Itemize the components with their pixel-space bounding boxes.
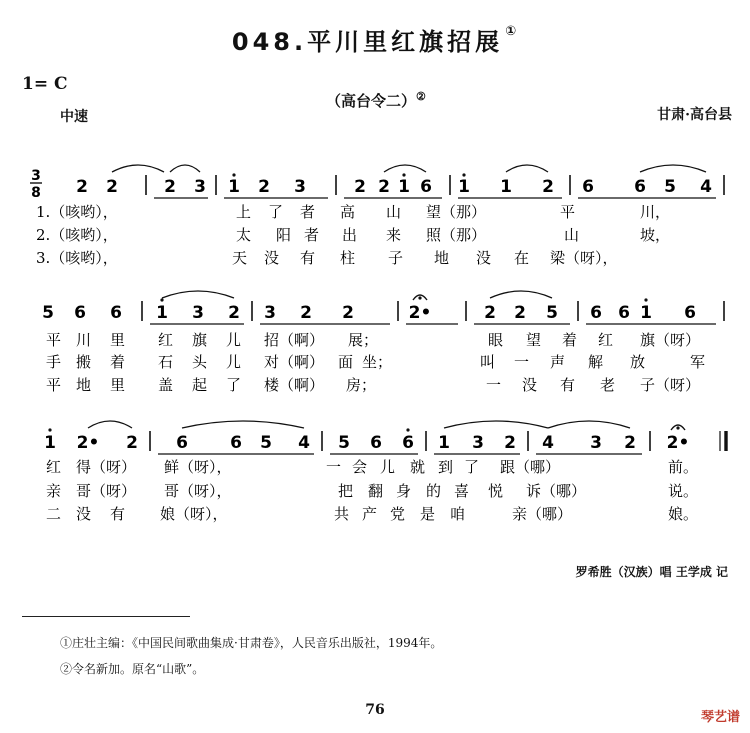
score-note: 6 <box>230 433 242 453</box>
lyric-word: 说。 <box>668 482 699 500</box>
score-note: 2 <box>504 433 516 453</box>
time-signature-top: 3 <box>31 168 41 184</box>
fermata-dot <box>418 296 421 299</box>
score-note: 6 <box>74 303 86 323</box>
lyric-word: 展； <box>348 331 379 349</box>
score-note: 2 <box>542 177 554 197</box>
lyric-word: 没 <box>76 505 92 523</box>
footnote-1: ①庄壮主编：《中国民间歌曲集成·甘肃卷》，人民音乐出版社，1994年。 <box>60 636 443 650</box>
lyric-word: 共 <box>334 505 350 523</box>
score-note: 2 <box>126 433 138 453</box>
score-note: 2• <box>76 433 100 453</box>
lyric-word: 楼（啊） <box>264 376 325 394</box>
score-note: 3 <box>590 433 602 453</box>
performer-credit: 罗希胜（汉族）唱 王学成 记 <box>575 565 728 579</box>
lyric-word: 诉（哪） <box>526 482 587 500</box>
lyric-word: 前。 <box>668 458 699 476</box>
score-note: 1 <box>156 303 168 323</box>
lyric-word: 天 <box>232 249 248 267</box>
lyric-word: 来 <box>386 226 402 244</box>
slur-arc <box>490 291 552 298</box>
score-note: 2 <box>484 303 496 323</box>
lyric-word: 山 <box>386 203 402 221</box>
score-note: 2 <box>342 303 354 323</box>
lyric-word: 坡， <box>640 226 671 244</box>
watermark-logo: 琴艺谱 <box>700 710 740 725</box>
lyric-word: 坐； <box>362 353 393 371</box>
lyric-word: 一 <box>326 458 342 476</box>
lyric-word: 着 <box>562 331 578 349</box>
lyric-word: 照（那） <box>426 226 487 244</box>
slur-arc <box>170 165 200 172</box>
slur-arc <box>182 421 304 428</box>
score-note: 2• <box>408 303 432 323</box>
score-note: 5 <box>42 303 54 323</box>
lyric-word: 有 <box>560 376 576 394</box>
lyric-word: 会 <box>352 458 368 476</box>
tempo-marking: 中速 <box>60 109 88 125</box>
lyric-word: 解 <box>588 353 604 371</box>
lyric-word: 1.（咳哟）， <box>36 203 118 221</box>
octave-dot <box>160 298 163 301</box>
lyric-word: 盖 <box>158 376 174 394</box>
score-note: 5 <box>546 303 558 323</box>
score-note: 6 <box>420 177 432 197</box>
lyric-word: 阳 <box>276 226 292 244</box>
score-note: 1 <box>458 177 470 197</box>
score-note: 6 <box>110 303 122 323</box>
lyric-word: 就 <box>410 458 426 476</box>
lyric-word: 了 <box>268 203 284 221</box>
slur-arc <box>162 291 234 298</box>
score-note: 5 <box>664 177 676 197</box>
key-signature: 1= C <box>22 74 68 94</box>
lyric-word: 者 <box>304 226 320 244</box>
score-note: 5 <box>260 433 272 453</box>
score-note: 3 <box>472 433 484 453</box>
fermata-dot <box>676 426 679 429</box>
score-note: 3 <box>264 303 276 323</box>
lyric-word: 军 <box>690 353 706 371</box>
lyric-word: 有 <box>300 249 316 267</box>
lyric-word: 太 <box>236 226 252 244</box>
score-note: 2 <box>228 303 240 323</box>
lyric-word: 红 <box>158 331 174 349</box>
lyric-word: 儿 <box>380 458 396 476</box>
lyric-word: 眼 <box>488 331 504 349</box>
lyric-word: 哥（呀）， <box>164 482 232 500</box>
lyric-word: 鲜（呀）， <box>164 458 232 476</box>
octave-dot <box>644 298 647 301</box>
octave-dot <box>462 173 465 176</box>
lyric-word: 亲 <box>46 482 62 500</box>
slur-arc <box>640 165 706 172</box>
time-signature-bottom: 8 <box>31 185 41 201</box>
octave-dot <box>402 173 405 176</box>
footnote-2: ②令名新加。原名“山歌”。 <box>60 662 205 676</box>
lyric-word: 把 <box>338 482 354 500</box>
score-note: 6 <box>590 303 602 323</box>
lyric-word: 搬 <box>76 353 92 371</box>
lyric-word: 手 <box>46 353 62 371</box>
score-note: 6 <box>684 303 696 323</box>
lyric-word: 3.（咳哟）， <box>36 249 118 267</box>
lyric-word: 咱 <box>450 505 466 523</box>
lyric-word: 老 <box>600 376 616 394</box>
lyric-word: 山 <box>564 226 580 244</box>
slur-arc <box>112 165 164 172</box>
lyric-word: 喜 <box>454 482 470 500</box>
lyric-word: 声 <box>550 353 566 371</box>
lyric-word: 了 <box>226 376 242 394</box>
lyric-word: 里 <box>110 331 126 349</box>
score-note: 2 <box>378 177 390 197</box>
lyric-word: 娘（呀）， <box>160 505 228 523</box>
lyric-word: 者 <box>300 203 316 221</box>
lyric-word: 头 <box>192 353 208 371</box>
lyric-word: 川 <box>76 331 92 349</box>
page-number: 76 <box>365 702 385 718</box>
octave-dot <box>48 428 51 431</box>
score-note: 6 <box>370 433 382 453</box>
slur-arc <box>444 421 548 428</box>
lyric-word: 亲（哪） <box>512 505 573 523</box>
lyric-word: 翻 <box>368 482 384 500</box>
score-note: 2 <box>514 303 526 323</box>
score-note: 1 <box>438 433 450 453</box>
slur-arc <box>548 421 630 428</box>
lyric-word: 平 <box>46 331 62 349</box>
lyric-word: 里 <box>110 376 126 394</box>
lyric-word: 房； <box>346 376 377 394</box>
lyric-word: 娘。 <box>668 505 699 523</box>
lyric-word: 跟（哪） <box>500 458 561 476</box>
score-note: 2 <box>624 433 636 453</box>
lyric-word: 一 <box>486 376 502 394</box>
lyric-word: 有 <box>110 505 126 523</box>
lyric-word: 到 <box>438 458 454 476</box>
score-note: 2 <box>354 177 366 197</box>
lyric-word: 对（啊） <box>264 353 325 371</box>
score-note: 4 <box>700 177 712 197</box>
score-note: 2 <box>76 177 88 197</box>
score-note: 3 <box>294 177 306 197</box>
lyric-word: 身 <box>396 482 412 500</box>
score-note: 4 <box>298 433 310 453</box>
lyric-word: 柱 <box>340 249 356 267</box>
lyric-word: 了 <box>464 458 480 476</box>
score-note: 2 <box>300 303 312 323</box>
score-note: 2 <box>106 177 118 197</box>
lyric-word: 子 <box>388 249 404 267</box>
lyric-word: 2.（咳哟）， <box>36 226 118 244</box>
score-note: 6 <box>176 433 188 453</box>
lyric-word: 石 <box>158 353 174 371</box>
score-note: 5 <box>338 433 350 453</box>
region-label: 甘肃·高台县 <box>657 107 732 123</box>
lyric-word: 旗（呀） <box>640 331 701 349</box>
lyric-word: 望 <box>526 331 542 349</box>
lyric-word: 在 <box>514 249 530 267</box>
song-title: 048.平川里红旗招展 ① <box>231 24 521 56</box>
song-subtitle: （高台令二）② <box>326 90 426 110</box>
lyric-word: 没 <box>522 376 538 394</box>
lyric-word: 党 <box>390 505 406 523</box>
lyric-word: 梁（呀）， <box>550 249 618 267</box>
lyric-word: 出 <box>342 226 358 244</box>
lyric-word: 上 <box>236 203 252 221</box>
score-note: 1 <box>500 177 512 197</box>
score-note: 2• <box>666 433 690 453</box>
lyric-word: 川， <box>640 203 671 221</box>
lyric-word: 的 <box>426 482 442 500</box>
lyric-word: 起 <box>192 376 208 394</box>
lyric-word: 悦 <box>488 482 504 500</box>
footnote-mark-2: ② <box>416 90 426 103</box>
footnote-mark-1: ① <box>505 24 521 39</box>
score-note: 6 <box>634 177 646 197</box>
score-note: 1 <box>228 177 240 197</box>
lyric-word: 叫 <box>480 353 496 371</box>
lyric-word: 招（啊） <box>264 331 325 349</box>
score-note: 1 <box>640 303 652 323</box>
lyric-word: 平 <box>560 203 576 221</box>
lyric-word: 红 <box>598 331 614 349</box>
slur-arc <box>506 165 548 172</box>
lyric-word: 红 <box>46 458 62 476</box>
footnote-divider <box>22 616 190 617</box>
score-note: 6 <box>618 303 630 323</box>
score-note: 4 <box>542 433 554 453</box>
score-note: 3 <box>192 303 204 323</box>
octave-dot <box>232 173 235 176</box>
lyric-word: 放 <box>630 353 646 371</box>
score-note: 1 <box>44 433 56 453</box>
lyric-word: 得（呀） <box>76 458 137 476</box>
lyric-word: 一 <box>514 353 530 371</box>
lyric-word: 儿 <box>226 331 242 349</box>
score-note: 6 <box>402 433 414 453</box>
lyric-word: 子（呀） <box>640 376 701 394</box>
lyric-word: 儿 <box>226 353 242 371</box>
score-note: 2 <box>164 177 176 197</box>
lyric-word: 着 <box>110 353 126 371</box>
lyric-word: 是 <box>420 505 436 523</box>
lyric-word: 旗 <box>192 331 208 349</box>
lyric-word: 产 <box>362 505 378 523</box>
score-note: 6 <box>582 177 594 197</box>
score-note: 1 <box>398 177 410 197</box>
lyric-word: 平 <box>46 376 62 394</box>
lyric-word: 没 <box>264 249 280 267</box>
lyric-word: 没 <box>476 249 492 267</box>
octave-dot <box>406 428 409 431</box>
lyric-word: 望（那） <box>426 203 487 221</box>
score-note: 3 <box>194 177 206 197</box>
lyric-word: 地 <box>434 249 450 267</box>
slur-arc <box>384 165 426 172</box>
lyric-word: 面 <box>338 353 354 371</box>
lyric-word: 哥（呀） <box>76 482 137 500</box>
lyric-word: 高 <box>340 203 356 221</box>
lyric-word: 地 <box>76 376 92 394</box>
slur-arc <box>88 421 132 428</box>
score-note: 2 <box>258 177 270 197</box>
lyric-word: 二 <box>46 505 62 523</box>
